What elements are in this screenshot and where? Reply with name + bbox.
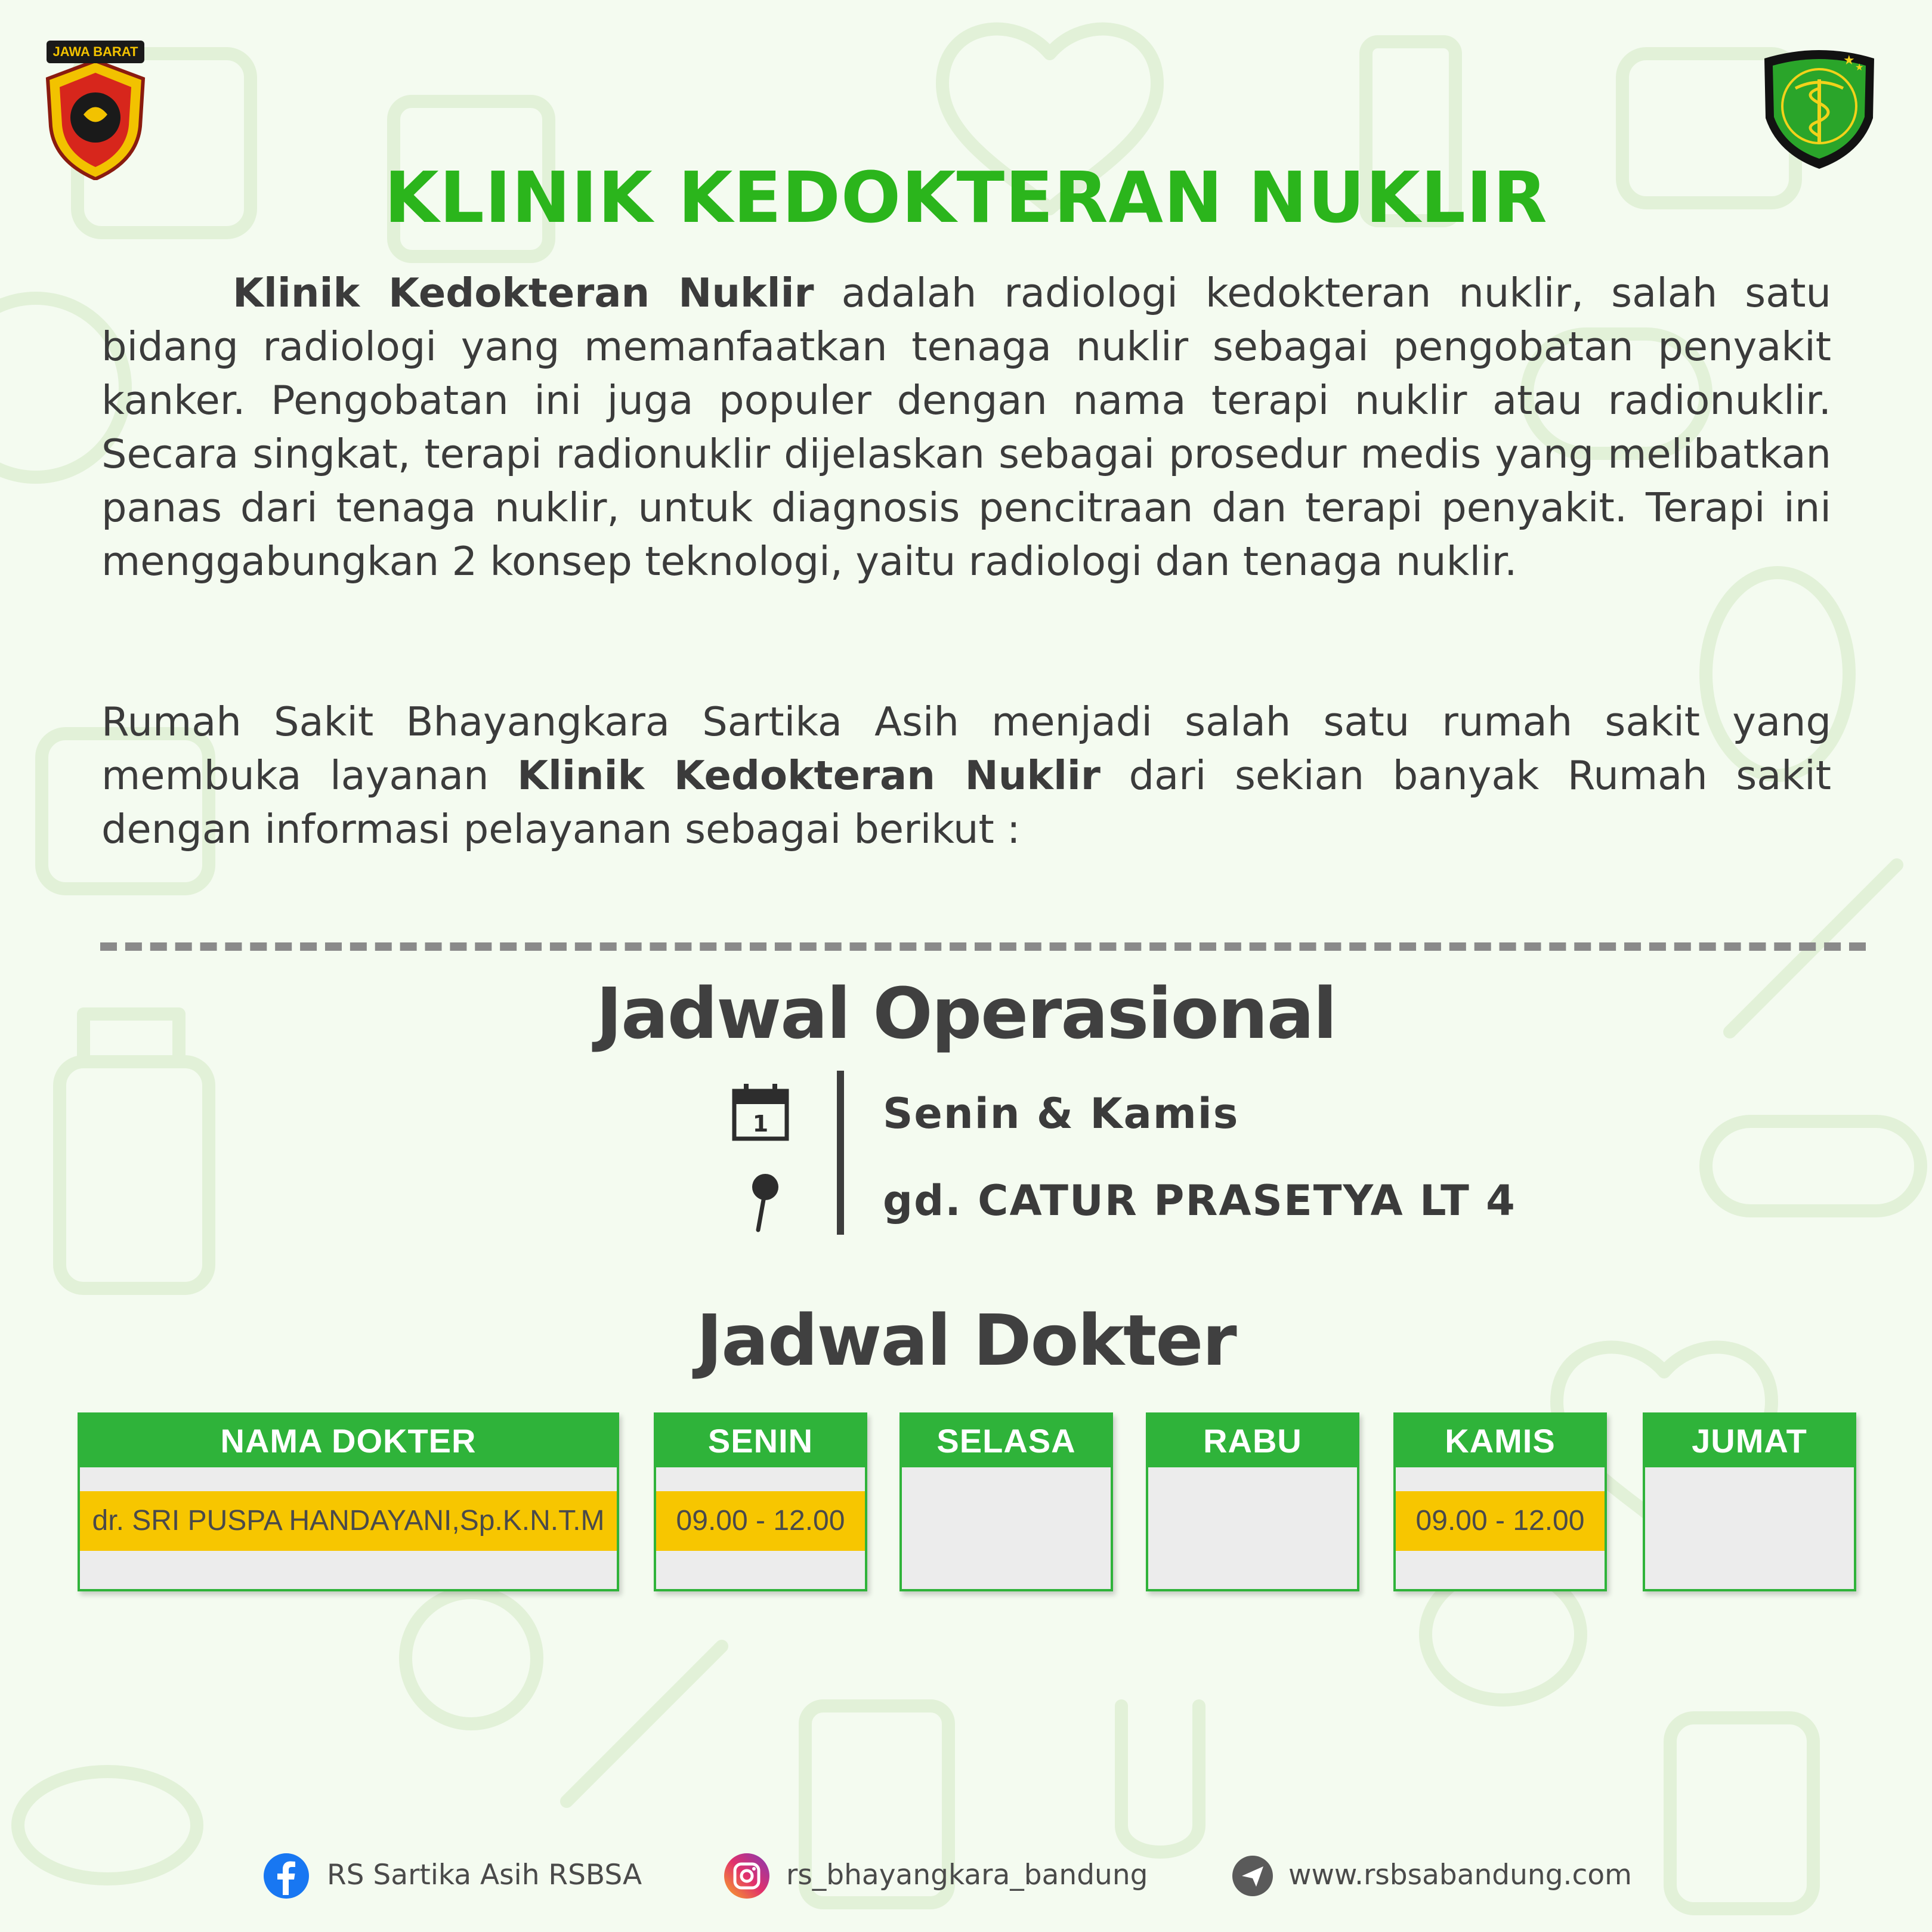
intro-p2-end: dari sekian banyak Rumah sakit dengan informasi pelayanan sebagai berikut : xyxy=(101,752,1831,852)
logo-left-text: JAWA BARAT xyxy=(52,44,138,59)
schedule-cell-selasa xyxy=(902,1491,1111,1551)
column-header: SELASA xyxy=(902,1415,1111,1467)
page-title: KLINIK KEDOKTERAN NUKLIR xyxy=(384,156,1548,239)
section-divider xyxy=(100,942,1866,951)
operational-heading: Jadwal Operasional xyxy=(596,972,1336,1055)
schedule-cell-senin: 09.00 - 12.00 xyxy=(656,1491,865,1551)
intro-p1-text: adalah radiologi kedokteran nuklir, salah satu bidang radiologi yang memanfaatkan tenaga nuklir sebagai pengobatan penyakit kanker. Pengobatan ini juga populer dengan nama terapi nuklir atau radionuklir. Secara singkat, terapi radionuklir dijelaskan sebagai prosedur medis yang melibatkan panas dari tenaga nuklir, untuk diagnosis pencitraan dan terapi penyakit. Terapi ini menggabungkan 2 konsep teknologi, yaitu radiologi dan tenaga nuklir. xyxy=(101,270,1831,585)
operational-days: Senin & Kamis xyxy=(883,1089,1239,1138)
column-header: JUMAT xyxy=(1645,1415,1854,1467)
instagram-handle[interactable]: rs_bhayangkara_bandung xyxy=(786,1859,1148,1891)
intro-paragraph-2 xyxy=(101,695,1831,856)
operational-location: gd. CATUR PRASETYA LT 4 xyxy=(883,1176,1516,1225)
calendar-number: 1 xyxy=(752,1111,769,1137)
column-header: SENIN xyxy=(656,1415,865,1467)
column-header: NAMA DOKTER xyxy=(80,1415,617,1467)
schedule-cell-kamis: 09.00 - 12.00 xyxy=(1396,1491,1605,1551)
column-selasa xyxy=(899,1412,1113,1591)
column-rabu xyxy=(1146,1412,1359,1591)
intro-p2-start: Rumah Sakit Bhayangkara Sartika Asih menjadi salah satu rumah sakit yang membuka layanan xyxy=(101,698,1831,799)
send-icon[interactable] xyxy=(1229,1849,1276,1903)
intro-p2-clinic-name: Klinik Kedokteran Nuklir xyxy=(517,752,1101,799)
calendar-icon xyxy=(731,1083,790,1142)
schedule-cell-jumat xyxy=(1645,1491,1854,1551)
doctor-name-cell: dr. SRI PUSPA HANDAYANI,Sp.K.N.T.M xyxy=(80,1491,617,1551)
intro-paragraph-1 xyxy=(101,266,1831,588)
intro-clinic-name: Klinik Kedokteran Nuklir xyxy=(233,270,814,316)
medical-corps-logo xyxy=(1760,47,1879,172)
column-header: RABU xyxy=(1148,1415,1357,1467)
svg-text:★: ★ xyxy=(1855,61,1864,73)
svg-text:★: ★ xyxy=(1843,53,1855,68)
column-kamis xyxy=(1393,1412,1607,1591)
map-pin-icon xyxy=(743,1173,784,1232)
column-jumat xyxy=(1643,1412,1856,1591)
column-header: KAMIS xyxy=(1396,1415,1605,1467)
doctor-schedule-heading: Jadwal Dokter xyxy=(696,1299,1236,1381)
operational-separator xyxy=(837,1071,844,1235)
website-link[interactable]: www.rsbsabandung.com xyxy=(1288,1859,1632,1891)
instagram-icon[interactable] xyxy=(723,1849,771,1903)
column-senin xyxy=(654,1412,867,1591)
facebook-icon[interactable] xyxy=(262,1849,310,1903)
facebook-handle[interactable]: RS Sartika Asih RSBSA xyxy=(327,1859,642,1891)
column-doctor-name xyxy=(78,1412,619,1591)
schedule-cell-rabu xyxy=(1148,1491,1357,1551)
